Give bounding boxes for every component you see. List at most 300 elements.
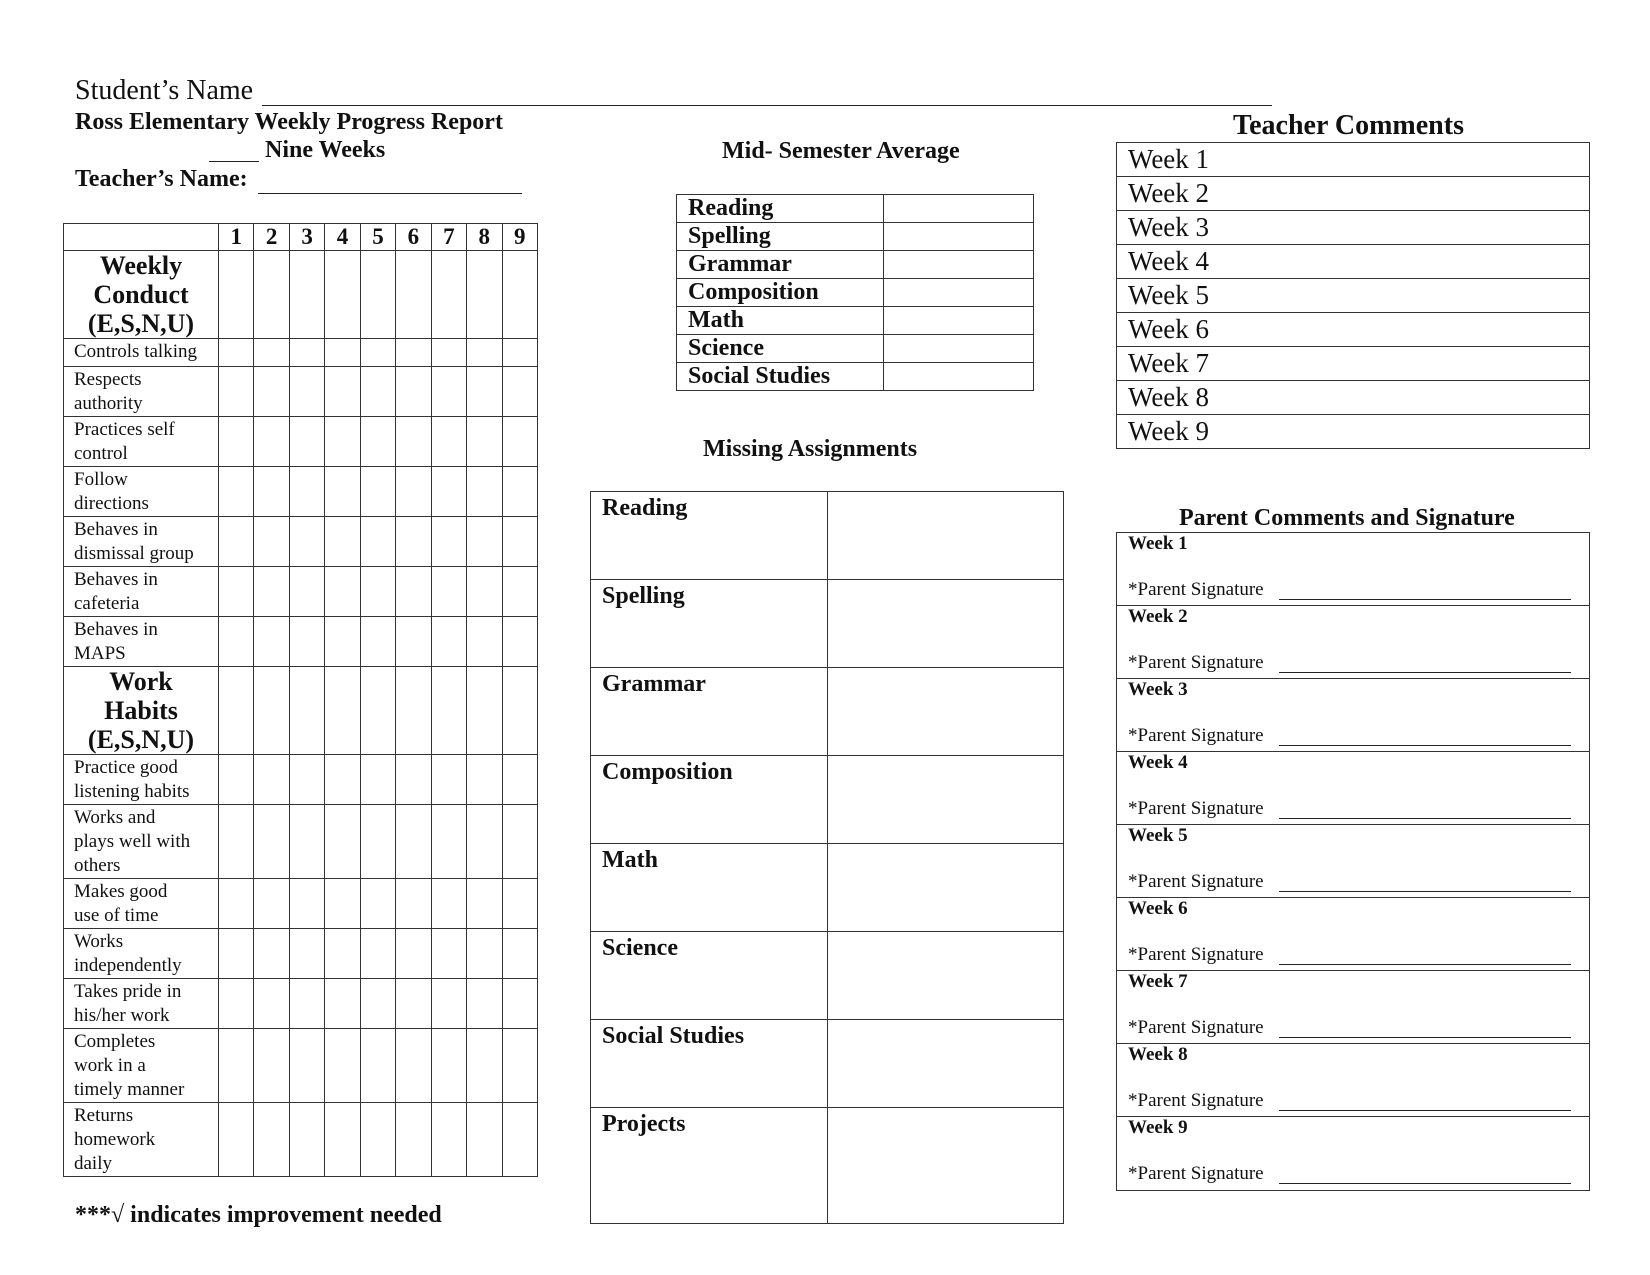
subject-label: Math (591, 844, 828, 932)
teacher-comment-row (1117, 381, 1590, 415)
teacher-name-field[interactable] (258, 193, 522, 194)
label-line: Conduct (93, 280, 189, 309)
grade-cell[interactable] (254, 979, 289, 1029)
grade-cell[interactable] (396, 805, 431, 879)
grade-cell[interactable] (254, 467, 289, 517)
missing-row (591, 668, 1064, 756)
parent-signature-label: *Parent Signature (1128, 579, 1264, 600)
label-lines (74, 1104, 218, 1176)
grade-cell[interactable] (289, 667, 324, 755)
conduct-grid (63, 223, 538, 1177)
grade-cell[interactable] (467, 367, 502, 417)
grade-cell[interactable] (467, 979, 502, 1029)
label-line: Weekly (99, 251, 183, 280)
grade-cell[interactable] (325, 617, 360, 667)
teacher-comment-cell[interactable]: Week 8 (1117, 381, 1590, 415)
missing-assignment-cell[interactable] (828, 492, 1064, 580)
grade-cell[interactable] (289, 339, 324, 367)
teacher-comment-row (1117, 279, 1590, 313)
grade-cell[interactable] (325, 567, 360, 617)
missing-assignments-table (590, 491, 1064, 1224)
parent-week-label: Week 6 (1128, 898, 1188, 919)
label-lines (64, 667, 218, 754)
grade-cell[interactable] (431, 667, 466, 755)
average-value-cell[interactable] (884, 195, 1034, 223)
week-column-header: 7 (431, 224, 466, 251)
grade-cell[interactable] (219, 617, 254, 667)
grade-cell[interactable] (396, 567, 431, 617)
grade-cell[interactable] (325, 805, 360, 879)
grade-cell[interactable] (219, 367, 254, 417)
grade-cell[interactable] (467, 417, 502, 467)
label-line: directions (74, 493, 149, 514)
average-value-cell[interactable] (884, 335, 1034, 363)
grade-cell[interactable] (467, 617, 502, 667)
grade-cell[interactable] (289, 251, 324, 339)
grade-cell[interactable] (360, 467, 395, 517)
missing-assignment-cell[interactable] (828, 756, 1064, 844)
grade-cell[interactable] (360, 567, 395, 617)
grade-cell[interactable] (325, 755, 360, 805)
parent-week-label: Week 8 (1128, 1044, 1188, 1065)
work-habit-row (64, 979, 538, 1029)
parent-signature-label: *Parent Signature (1128, 798, 1264, 819)
label-line: Behaves in (74, 619, 158, 640)
grade-cell[interactable] (431, 567, 466, 617)
missing-assignment-cell[interactable] (828, 668, 1064, 756)
grade-cell[interactable] (502, 251, 538, 339)
grade-cell[interactable] (325, 517, 360, 567)
grade-cell[interactable] (396, 879, 431, 929)
parent-comment-row[interactable] (1117, 606, 1589, 679)
grid-header-row (64, 224, 538, 251)
teacher-comment-cell[interactable]: Week 6 (1117, 313, 1590, 347)
subject-label: Grammar (591, 668, 828, 756)
subject-label: Reading (677, 195, 884, 223)
label-line: Behaves in (74, 569, 158, 590)
nine-weeks-field[interactable] (209, 161, 259, 162)
label-lines (74, 368, 218, 416)
subject-label: Spelling (677, 223, 884, 251)
grade-cell[interactable] (219, 979, 254, 1029)
teacher-comments-table (1116, 142, 1590, 449)
grade-cell[interactable] (219, 567, 254, 617)
label-line: Returns (74, 1105, 134, 1126)
grade-cell[interactable] (360, 879, 395, 929)
grade-cell[interactable] (254, 339, 289, 367)
teacher-comment-cell[interactable]: Week 9 (1117, 415, 1590, 449)
grade-cell[interactable] (431, 417, 466, 467)
average-row (677, 251, 1034, 279)
grade-cell[interactable] (219, 929, 254, 979)
grade-cell[interactable] (254, 755, 289, 805)
grade-cell[interactable] (502, 517, 538, 567)
week-column-header: 2 (254, 224, 289, 251)
conduct-item-row (64, 417, 538, 467)
parent-comment-row[interactable] (1117, 971, 1589, 1044)
parent-signature-line[interactable] (1279, 672, 1571, 673)
grade-cell[interactable] (254, 1029, 289, 1103)
label-line: dismissal group (74, 543, 194, 564)
average-value-cell[interactable] (884, 307, 1034, 335)
behavior-label-cell (64, 367, 219, 417)
work-habit-row (64, 805, 538, 879)
subject-label: Science (591, 932, 828, 1020)
parent-comment-row[interactable] (1117, 679, 1589, 752)
teacher-comment-row (1117, 313, 1590, 347)
grade-cell[interactable] (289, 929, 324, 979)
grade-cell[interactable] (502, 567, 538, 617)
label-line: plays well with (74, 831, 191, 852)
grade-cell[interactable] (467, 1103, 502, 1177)
grade-cell[interactable] (254, 1103, 289, 1177)
grade-cell[interactable] (396, 517, 431, 567)
parent-week-label: Week 2 (1128, 606, 1188, 627)
grade-cell[interactable] (431, 1103, 466, 1177)
grade-cell[interactable] (431, 805, 466, 879)
label-line: (E,S,N,U) (87, 725, 195, 754)
parent-comment-row[interactable] (1117, 898, 1589, 971)
label-line: Works (74, 931, 124, 952)
label-line: control (74, 443, 128, 464)
missing-row (591, 756, 1064, 844)
teacher-comment-cell[interactable]: Week 7 (1117, 347, 1590, 381)
label-line: daily (74, 1153, 112, 1174)
grade-cell[interactable] (467, 467, 502, 517)
grade-cell[interactable] (431, 979, 466, 1029)
parent-signature-label: *Parent Signature (1128, 1017, 1264, 1038)
grade-cell[interactable] (360, 417, 395, 467)
average-value-cell[interactable] (884, 279, 1034, 307)
grade-cell[interactable] (219, 667, 254, 755)
grade-cell[interactable] (289, 805, 324, 879)
grade-cell[interactable] (289, 467, 324, 517)
work-habit-row (64, 1103, 538, 1177)
label-line: Follow (74, 469, 128, 490)
parent-signature-line[interactable] (1279, 599, 1571, 600)
grade-cell[interactable] (467, 805, 502, 879)
grade-cell[interactable] (431, 367, 466, 417)
grade-cell[interactable] (396, 617, 431, 667)
parent-week-label: Week 4 (1128, 752, 1188, 773)
behavior-label-cell (64, 805, 219, 879)
parent-signature-line[interactable] (1279, 891, 1571, 892)
label-line: authority (74, 393, 143, 414)
grade-cell[interactable] (325, 339, 360, 367)
grade-cell[interactable] (502, 417, 538, 467)
grade-cell[interactable] (219, 805, 254, 879)
grade-cell[interactable] (289, 755, 324, 805)
grade-cell[interactable] (254, 251, 289, 339)
week-column-header: 4 (325, 224, 360, 251)
grade-cell[interactable] (431, 929, 466, 979)
grade-cell[interactable] (431, 251, 466, 339)
grade-cell[interactable] (502, 617, 538, 667)
grade-cell[interactable] (396, 667, 431, 755)
parent-signature-label: *Parent Signature (1128, 871, 1264, 892)
grade-cell[interactable] (219, 517, 254, 567)
grade-cell[interactable] (431, 467, 466, 517)
conduct-item-row (64, 467, 538, 517)
grade-cell[interactable] (360, 805, 395, 879)
label-line: Makes good (74, 881, 168, 902)
grade-cell[interactable] (289, 417, 324, 467)
teacher-name-label: Teacher’s Name: (75, 166, 248, 192)
grade-cell[interactable] (219, 1103, 254, 1177)
missing-row (591, 580, 1064, 668)
grade-cell[interactable] (502, 339, 538, 367)
behavior-label-cell (64, 617, 219, 667)
section-heading-cell (64, 667, 219, 755)
label-line: Takes pride in (74, 981, 182, 1002)
grade-cell[interactable] (467, 879, 502, 929)
grade-cell[interactable] (325, 417, 360, 467)
label-line: Behaves in (74, 519, 158, 540)
missing-assignment-cell[interactable] (828, 1108, 1064, 1224)
grade-cell[interactable] (325, 667, 360, 755)
grade-cell[interactable] (325, 1029, 360, 1103)
label-line: Practices self (74, 419, 175, 440)
label-line: independently (74, 955, 182, 976)
grade-cell[interactable] (254, 417, 289, 467)
parent-comment-row[interactable] (1117, 825, 1589, 898)
grade-cell[interactable] (467, 667, 502, 755)
grade-cell[interactable] (396, 1103, 431, 1177)
grade-cell[interactable] (254, 879, 289, 929)
conduct-item-row (64, 339, 538, 367)
label-lines (74, 618, 218, 666)
missing-row (591, 932, 1064, 1020)
teacher-comment-cell[interactable]: Week 5 (1117, 279, 1590, 313)
missing-row (591, 492, 1064, 580)
grade-cell[interactable] (502, 1029, 538, 1103)
subject-label: Social Studies (677, 363, 884, 391)
label-line: homework (74, 1129, 156, 1150)
parent-signature-line[interactable] (1279, 1183, 1571, 1184)
grade-cell[interactable] (254, 805, 289, 879)
grade-cell[interactable] (467, 339, 502, 367)
parent-week-label: Week 7 (1128, 971, 1188, 992)
work-habit-row (64, 755, 538, 805)
grade-cell[interactable] (502, 805, 538, 879)
label-line: Completes (74, 1031, 156, 1052)
grade-cell[interactable] (254, 929, 289, 979)
behavior-label-cell (64, 755, 219, 805)
grade-cell[interactable] (502, 667, 538, 755)
grade-cell[interactable] (396, 339, 431, 367)
missing-assignments-title: Missing Assignments (703, 436, 918, 462)
grade-cell[interactable] (289, 1029, 324, 1103)
grade-cell[interactable] (467, 1029, 502, 1103)
grade-cell[interactable] (431, 617, 466, 667)
parent-signature-line[interactable] (1279, 745, 1571, 746)
teacher-comments-title: Teacher Comments (1233, 110, 1464, 141)
grade-cell[interactable] (502, 367, 538, 417)
teacher-comment-cell[interactable]: Week 2 (1117, 177, 1590, 211)
grade-cell[interactable] (431, 879, 466, 929)
missing-assignment-cell[interactable] (828, 932, 1064, 1020)
grade-cell[interactable] (219, 417, 254, 467)
grade-cell[interactable] (360, 1029, 395, 1103)
grade-cell[interactable] (467, 251, 502, 339)
label-lines (74, 1030, 218, 1102)
week-column-header: 3 (289, 224, 324, 251)
grade-cell[interactable] (467, 517, 502, 567)
grade-cell[interactable] (396, 367, 431, 417)
grade-cell[interactable] (502, 879, 538, 929)
missing-assignment-cell[interactable] (828, 844, 1064, 932)
grade-cell[interactable] (467, 755, 502, 805)
grade-cell[interactable] (325, 979, 360, 1029)
teacher-comment-cell[interactable]: Week 1 (1117, 143, 1590, 177)
average-value-cell[interactable] (884, 363, 1034, 391)
grade-cell[interactable] (396, 1029, 431, 1103)
student-name-label: Student’s Name (75, 75, 254, 106)
label-line: Habits (104, 696, 178, 725)
grade-cell[interactable] (396, 417, 431, 467)
parent-comment-row[interactable] (1117, 1044, 1589, 1117)
grade-cell[interactable] (502, 1103, 538, 1177)
grade-cell[interactable] (219, 251, 254, 339)
grade-cell[interactable] (467, 929, 502, 979)
average-value-cell[interactable] (884, 223, 1034, 251)
label-lines (74, 518, 218, 566)
grade-cell[interactable] (396, 467, 431, 517)
grade-cell[interactable] (431, 339, 466, 367)
grade-cell[interactable] (360, 755, 395, 805)
grade-cell[interactable] (219, 879, 254, 929)
grade-cell[interactable] (254, 667, 289, 755)
label-lines (74, 930, 218, 978)
behavior-label-cell (64, 517, 219, 567)
missing-row (591, 1020, 1064, 1108)
subject-label: Science (677, 335, 884, 363)
grade-cell[interactable] (219, 467, 254, 517)
average-value-cell[interactable] (884, 251, 1034, 279)
parent-signature-line[interactable] (1279, 818, 1571, 819)
grade-cell[interactable] (360, 1103, 395, 1177)
teacher-comment-row (1117, 143, 1590, 177)
label-line: Works and (74, 807, 156, 828)
grade-cell[interactable] (360, 617, 395, 667)
label-line: Practice good (74, 757, 178, 778)
conduct-item-row (64, 367, 538, 417)
label-line: cafeteria (74, 593, 140, 614)
grade-cell[interactable] (360, 251, 395, 339)
grade-cell[interactable] (360, 929, 395, 979)
grade-cell[interactable] (219, 755, 254, 805)
grade-cell[interactable] (360, 367, 395, 417)
grade-cell[interactable] (325, 929, 360, 979)
subject-label: Math (677, 307, 884, 335)
student-name-field[interactable] (262, 105, 1272, 106)
missing-assignment-cell[interactable] (828, 580, 1064, 668)
grade-cell[interactable] (396, 755, 431, 805)
grade-cell[interactable] (219, 339, 254, 367)
parent-comment-row[interactable] (1117, 752, 1589, 825)
parent-signature-label: *Parent Signature (1128, 652, 1264, 673)
grade-cell[interactable] (254, 567, 289, 617)
grade-cell[interactable] (431, 517, 466, 567)
teacher-comment-cell[interactable]: Week 3 (1117, 211, 1590, 245)
grade-cell[interactable] (289, 879, 324, 929)
grade-cell[interactable] (396, 929, 431, 979)
teacher-comment-row (1117, 177, 1590, 211)
parent-week-label: Week 3 (1128, 679, 1188, 700)
parent-week-label: Week 9 (1128, 1117, 1188, 1138)
grade-cell[interactable] (289, 367, 324, 417)
grade-cell[interactable] (289, 517, 324, 567)
parent-signature-line[interactable] (1279, 1110, 1571, 1111)
grade-cell[interactable] (502, 979, 538, 1029)
behavior-label-cell (64, 339, 219, 367)
grade-cell[interactable] (325, 879, 360, 929)
teacher-comment-cell[interactable]: Week 4 (1117, 245, 1590, 279)
week-column-header: 6 (396, 224, 431, 251)
grade-cell[interactable] (431, 755, 466, 805)
label-line: (E,S,N,U) (87, 309, 195, 338)
parent-signature-line[interactable] (1279, 964, 1571, 965)
work-habit-row (64, 929, 538, 979)
subject-label: Composition (591, 756, 828, 844)
label-line: others (74, 855, 121, 876)
grade-cell[interactable] (289, 1103, 324, 1177)
average-row (677, 223, 1034, 251)
grade-cell[interactable] (467, 567, 502, 617)
grade-cell[interactable] (254, 517, 289, 567)
missing-assignment-cell[interactable] (828, 1020, 1064, 1108)
grade-cell[interactable] (289, 979, 324, 1029)
parent-comments-title: Parent Comments and Signature (1179, 505, 1515, 531)
grade-cell[interactable] (219, 1029, 254, 1103)
report-title: Ross Elementary Weekly Progress Report (75, 109, 503, 135)
parent-signature-line[interactable] (1279, 1037, 1571, 1038)
grade-cell[interactable] (502, 467, 538, 517)
week-column-header: 9 (502, 224, 538, 251)
subject-label: Reading (591, 492, 828, 580)
grade-cell[interactable] (325, 467, 360, 517)
parent-comment-row[interactable] (1117, 1117, 1589, 1190)
grade-cell[interactable] (502, 755, 538, 805)
grade-cell[interactable] (360, 517, 395, 567)
grade-cell[interactable] (396, 251, 431, 339)
conduct-section-row (64, 251, 538, 339)
label-lines (74, 756, 218, 804)
grade-cell[interactable] (289, 617, 324, 667)
section-heading-cell (64, 251, 219, 339)
grade-cell[interactable] (289, 567, 324, 617)
teacher-comment-row (1117, 245, 1590, 279)
grade-cell[interactable] (396, 979, 431, 1029)
label-line: timely manner (74, 1079, 185, 1100)
grade-cell[interactable] (254, 367, 289, 417)
grade-cell[interactable] (431, 1029, 466, 1103)
label-line: work in a (74, 1055, 146, 1076)
grade-cell[interactable] (325, 1103, 360, 1177)
grade-cell[interactable] (360, 667, 395, 755)
grade-cell[interactable] (325, 367, 360, 417)
conduct-item-row (64, 617, 538, 667)
parent-comment-row[interactable] (1117, 533, 1589, 606)
label-lines (74, 468, 218, 516)
grade-cell[interactable] (502, 929, 538, 979)
grade-cell[interactable] (254, 617, 289, 667)
grade-cell[interactable] (360, 979, 395, 1029)
behavior-label-cell (64, 1103, 219, 1177)
grade-cell[interactable] (360, 339, 395, 367)
label-line: MAPS (74, 643, 126, 664)
grade-cell[interactable] (325, 251, 360, 339)
